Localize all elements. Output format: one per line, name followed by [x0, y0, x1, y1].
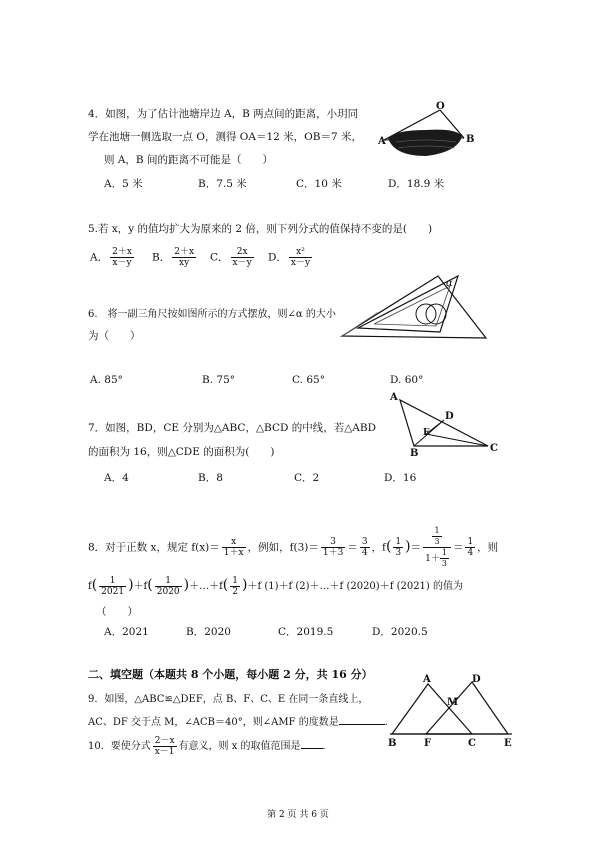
q9-label-c: C — [468, 738, 476, 749]
q8-definition: 8．对于正数 x，规定 f(x)＝ $\frac{x}{1+x}$ ，例如，f(3)＝ $\frac{3}{1+3}$ ＝ $\frac{3}{4}$ ，f( $\frac{1}{3}$ )＝ $\frac{1}{3}$ 1＋ $\frac{1}{3}$ ＝ $\frac{1}{4}$ ，则 — [88, 526, 499, 568]
q9-answer-blank[interactable] — [339, 714, 385, 725]
q4-line1: 4．如图，为了估计池塘岸边 A，B 两点间的距离，小玥同 — [88, 108, 359, 120]
q7-label-d: D — [445, 411, 454, 422]
q7-option-a: A．4 — [104, 472, 129, 484]
q9-label-e: E — [504, 738, 512, 749]
q4-label-a: A — [378, 136, 386, 147]
q8-paren: （ ） — [96, 606, 138, 618]
q5-option-a: A． $\frac{2+x}{x-y}$ — [90, 247, 132, 268]
q9-congruent-triangles-figure — [388, 678, 516, 740]
q6-option-a: A. 85° — [90, 374, 123, 386]
q4-label-b: B — [466, 134, 475, 145]
q9-label-d: D — [472, 674, 481, 685]
q9-label-a: A — [423, 674, 431, 685]
q4-option-d: D．18.9 米 — [388, 178, 445, 190]
q5-option-c: C． $\frac{2x}{x-y}$ — [210, 247, 252, 268]
q7-label-e: E — [423, 428, 430, 438]
q10-line: 10．要使分式 $\frac{2-x}{x-1}$ 有意义，则 x 的取值范围是 ． — [88, 736, 333, 757]
q5-option-b: B． $\frac{2+x}{xy}$ — [152, 247, 195, 268]
q8-sum-expression: f( $\frac{1}{2021}$ )＋f( $\frac{1}{2020}$ )＋…＋f( $\frac{1}{2}$ )＋f (1)＋f (2)＋…＋f (2020)＋f (2021) 的值为 — [88, 576, 464, 597]
q7-line1: 7．如图，BD，CE 分别为△ABC，△BCD 的中线，若△ABD — [88, 422, 377, 434]
q4-option-c: C．10 米 — [296, 178, 342, 190]
q9-line2: AC、DF 交于点 M，∠ACB＝40°，则∠AMF 的度数是 ． — [88, 713, 395, 728]
section2-heading: 二、填空题（本题共 8 个小题，每小题 2 分，共 16 分） — [88, 668, 373, 681]
q7-label-a: A — [390, 392, 398, 403]
q6-option-b: B. 75° — [202, 374, 236, 386]
q4-label-o: O — [436, 101, 445, 112]
page-footer: 第 2 页 共 6 页 — [267, 810, 329, 820]
q5-option-d: D． $\frac{\text{x²}}{x-y}$ — [268, 247, 311, 268]
q6-triangle-rulers-figure — [338, 272, 490, 344]
q6-option-c: C. 65° — [292, 374, 325, 386]
q7-option-c: C．2 — [294, 472, 320, 484]
q7-label-b: B — [410, 448, 419, 459]
q4-option-a: A．5 米 — [104, 178, 143, 190]
q7-line2: 的面积为 16，则△CDE 的面积为( ) — [88, 446, 275, 458]
q9-label-m: M — [447, 697, 459, 708]
q4-pond-figure — [376, 100, 476, 170]
q8-option-b: B．2020 — [186, 626, 231, 638]
q6-line1: 6. 将一副三角尺按如图所示的方式摆放，则∠α 的大小 — [88, 309, 336, 320]
q9-line1: 9．如图，△ABC≌△DEF，点 B、F、C、E 在同一条直线上， — [88, 694, 369, 705]
q7-option-d: D．16 — [384, 472, 417, 484]
q6-option-d: D. 60° — [390, 374, 424, 386]
q8-option-d: D．2020.5 — [372, 626, 428, 638]
q4-line2: 学在池塘一侧选取一点 O，测得 OA＝12 米，OB＝7 米， — [88, 131, 363, 143]
q7-option-b: B．8 — [198, 472, 223, 484]
q5-stem: 5.若 x，y 的值均扩大为原来的 2 倍，则下列分式的值保持不变的是( ) — [88, 223, 433, 235]
q9-label-b: B — [388, 738, 397, 749]
q6-alpha-label: α — [446, 278, 453, 289]
q7-label-c: C — [490, 443, 498, 454]
q9-label-f: F — [424, 738, 432, 749]
q8-option-c: C．2019.5 — [278, 626, 334, 638]
q6-line2: 为（ ） — [88, 330, 141, 342]
q4-option-b: B．7.5 米 — [198, 178, 247, 190]
q8-option-a: A．2021 — [104, 626, 149, 638]
q10-answer-blank[interactable] — [301, 738, 323, 749]
q7-triangle-figure — [396, 396, 496, 456]
q4-line3: 则 A，B 间的距离不可能是（ ） — [104, 154, 273, 166]
